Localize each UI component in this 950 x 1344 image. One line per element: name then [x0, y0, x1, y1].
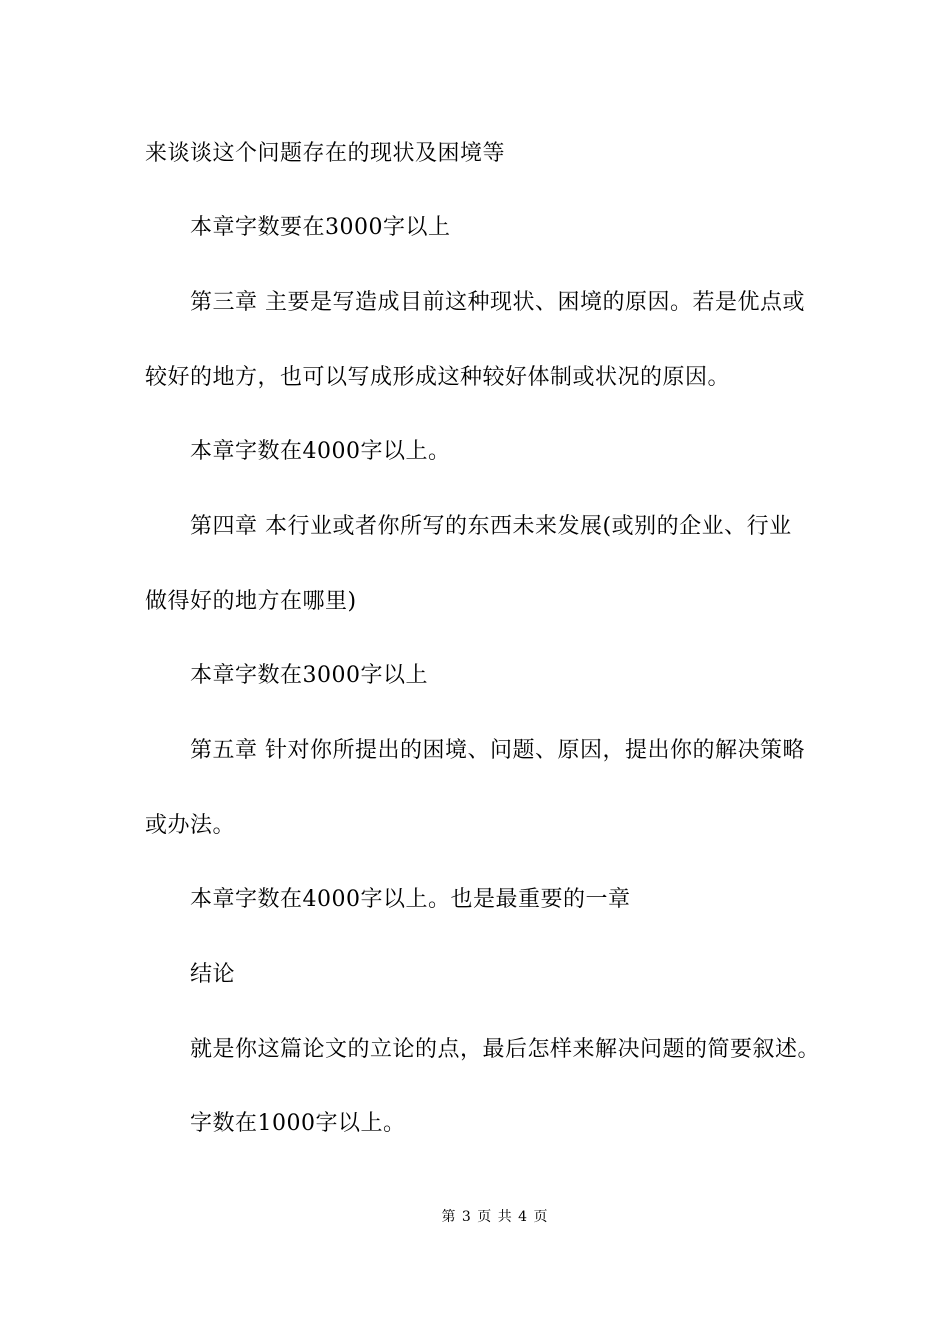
page-number-footer: 第 3 页 共 4 页 [441, 1209, 549, 1225]
paragraph-text: 较好的地方，也可以写成形成这种较好体制或状况的原因。 [145, 365, 731, 390]
paragraph-text: 本章字数在3000字以上 [190, 663, 428, 688]
chapter-four-heading: 第四章 本行业或者你所写的东西未来发展(或别的企业、行业 [190, 514, 792, 539]
paragraph-text: 或办法。 [145, 813, 236, 838]
chapter-three-heading: 第三章 主要是写造成目前这种现状、困境的原因。若是优点或 [190, 290, 805, 315]
paragraph-text: 来谈谈这个问题存在的现状及困境等 [145, 141, 506, 166]
paragraph-text: 就是你这篇论文的立论的点，最后怎样来解决问题的简要叙述。 [190, 1037, 821, 1062]
paragraph-text: 字数在1000字以上。 [190, 1111, 406, 1136]
conclusion-heading: 结论 [190, 962, 236, 987]
paragraph-text: 本章字数要在3000字以上 [190, 215, 451, 240]
paragraph-text: 本章字数在4000字以上。也是最重要的一章 [190, 887, 631, 912]
paragraph-text: 本章字数在4000字以上。 [190, 439, 451, 464]
paragraph-text: 做得好的地方在哪里) [145, 589, 357, 614]
chapter-five-heading: 第五章 针对你所提出的困境、问题、原因，提出你的解决策略 [190, 738, 805, 763]
